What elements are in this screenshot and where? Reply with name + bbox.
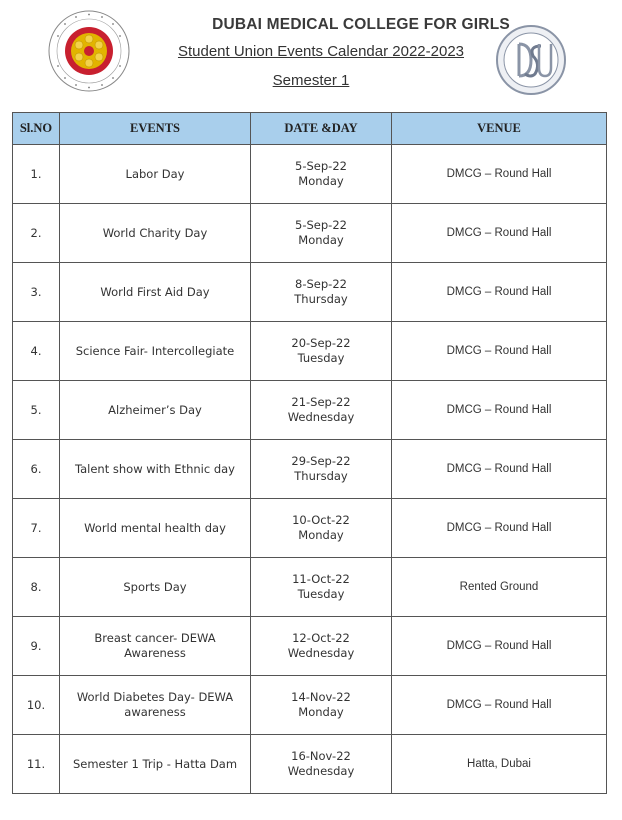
row-number: 5. <box>13 381 60 440</box>
event-date-cell <box>251 558 392 617</box>
table-row <box>13 735 607 794</box>
table-row <box>13 145 607 204</box>
row-number: 6. <box>13 440 60 499</box>
event-date: 21-Sep-22 <box>291 395 351 409</box>
event-date-cell <box>251 263 392 322</box>
event-date-cell <box>251 440 392 499</box>
event-venue: DMCG – Round Hall <box>392 322 607 381</box>
event-date: 8-Sep-22 <box>295 277 347 291</box>
col-header-slno: Sl.NO <box>13 113 60 145</box>
event-date-cell <box>251 145 392 204</box>
college-name: DUBAI MEDICAL COLLEGE FOR GIRLS <box>212 16 510 33</box>
event-date-cell <box>251 617 392 676</box>
table-header-row <box>13 113 607 145</box>
event-venue: Rented Ground <box>392 558 607 617</box>
event-day: Tuesday <box>297 587 345 601</box>
col-header-venue: VENUE <box>392 113 607 145</box>
event-name: World Charity Day <box>60 204 251 263</box>
table-row <box>13 322 607 381</box>
row-number: 2. <box>13 204 60 263</box>
table-row <box>13 558 607 617</box>
event-name: Breast cancer- DEWA Awareness <box>60 617 251 676</box>
event-day: Monday <box>298 233 344 247</box>
event-date-cell <box>251 322 392 381</box>
event-date-cell <box>251 676 392 735</box>
event-venue: DMCG – Round Hall <box>392 499 607 558</box>
event-date: 29-Sep-22 <box>291 454 351 468</box>
table-row <box>13 381 607 440</box>
semester-title: Semester 1 <box>272 72 350 89</box>
event-name: Talent show with Ethnic day <box>60 440 251 499</box>
event-day: Thursday <box>294 292 348 306</box>
event-name: Sports Day <box>60 558 251 617</box>
calendar-subtitle: Student Union Events Calendar 2022-2023 <box>177 43 465 60</box>
events-table <box>12 112 607 794</box>
event-date: 16-Nov-22 <box>291 749 351 763</box>
event-name: World mental health day <box>60 499 251 558</box>
table-row <box>13 440 607 499</box>
event-day: Wednesday <box>287 646 355 660</box>
row-number: 9. <box>13 617 60 676</box>
event-date: 5-Sep-22 <box>295 159 347 173</box>
event-day: Monday <box>298 174 344 188</box>
event-name: World Diabetes Day- DEWA awareness <box>60 676 251 735</box>
event-day: Thursday <box>294 469 348 483</box>
event-date-cell <box>251 735 392 794</box>
event-date: 20-Sep-22 <box>291 336 351 350</box>
event-day: Tuesday <box>297 351 345 365</box>
event-name: Labor Day <box>60 145 251 204</box>
event-name: Alzheimer’s Day <box>60 381 251 440</box>
row-number: 11. <box>13 735 60 794</box>
row-number: 4. <box>13 322 60 381</box>
event-day: Wednesday <box>287 410 355 424</box>
row-number: 1. <box>13 145 60 204</box>
event-name: Science Fair- Intercollegiate <box>60 322 251 381</box>
table-row <box>13 617 607 676</box>
row-number: 8. <box>13 558 60 617</box>
event-date-cell <box>251 381 392 440</box>
event-date: 10-Oct-22 <box>292 513 350 527</box>
table-row <box>13 263 607 322</box>
row-number: 3. <box>13 263 60 322</box>
event-date-cell <box>251 499 392 558</box>
event-venue: DMCG – Round Hall <box>392 617 607 676</box>
col-header-events: EVENTS <box>60 113 251 145</box>
row-number: 7. <box>13 499 60 558</box>
event-venue: Hatta, Dubai <box>392 735 607 794</box>
event-day: Monday <box>298 705 344 719</box>
event-venue: DMCG – Round Hall <box>392 263 607 322</box>
event-date: 12-Oct-22 <box>292 631 350 645</box>
event-venue: DMCG – Round Hall <box>392 676 607 735</box>
table-row <box>13 676 607 735</box>
event-name: Semester 1 Trip - Hatta Dam <box>60 735 251 794</box>
event-date: 11-Oct-22 <box>292 572 350 586</box>
col-header-date: DATE &DAY <box>251 113 392 145</box>
event-venue: DMCG – Round Hall <box>392 440 607 499</box>
event-date: 14-Nov-22 <box>291 690 351 704</box>
event-venue: DMCG – Round Hall <box>392 145 607 204</box>
event-date-cell <box>251 204 392 263</box>
event-name: World First Aid Day <box>60 263 251 322</box>
event-date: 5-Sep-22 <box>295 218 347 232</box>
row-number: 10. <box>13 676 60 735</box>
table-row <box>13 204 607 263</box>
event-venue: DMCG – Round Hall <box>392 204 607 263</box>
table-row <box>13 499 607 558</box>
event-venue: DMCG – Round Hall <box>392 381 607 440</box>
event-day: Wednesday <box>287 764 355 778</box>
event-day: Monday <box>298 528 344 542</box>
